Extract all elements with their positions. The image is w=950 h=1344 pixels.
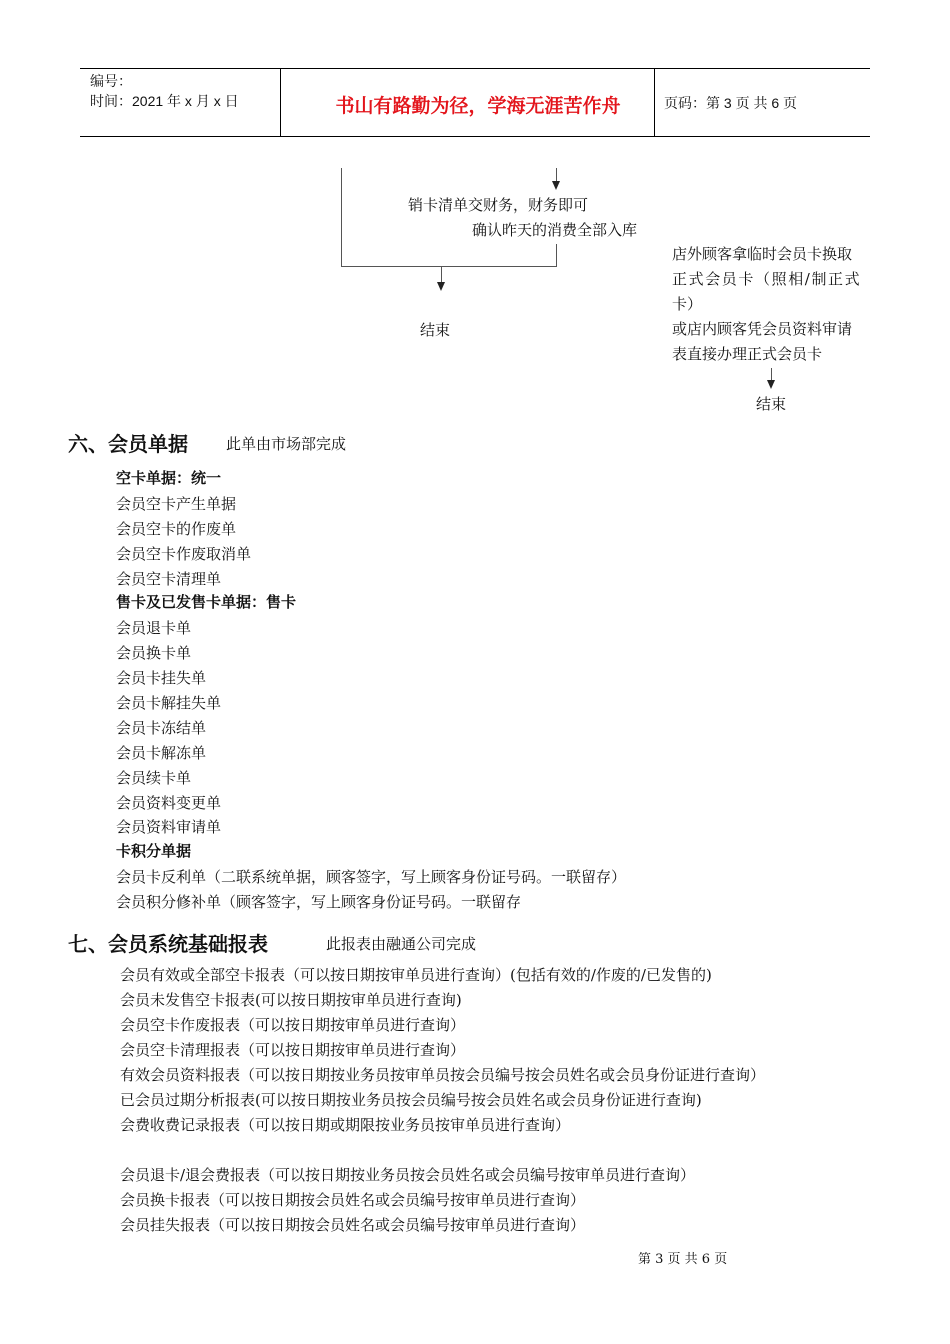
list-item: 会员资料变更单 bbox=[116, 793, 222, 812]
list-item: 会员卡解挂失单 bbox=[116, 694, 222, 713]
list-item: 会员空卡清理单 bbox=[116, 569, 222, 588]
section-6-subheading: 空卡单据：统一 bbox=[116, 470, 222, 487]
list-item: 会员退卡单 bbox=[116, 619, 192, 638]
list-item: 会员换卡报表（可以按日期按会员姓名或会员编号按审单员进行查询） bbox=[120, 1191, 586, 1209]
list-item bbox=[120, 1138, 765, 1163]
section-7-note: 此报表由融通公司完成 bbox=[326, 935, 477, 953]
flow-step-1: 销卡清单交财务，财务即可 bbox=[408, 196, 589, 214]
flow-line-left bbox=[341, 168, 342, 266]
list-item: 会员卡反利单（二联系统单据，顾客签字，写上顾客身份证号码。一联留存） bbox=[116, 868, 627, 887]
list-item: 会员退卡/退会费报表（可以按日期按业务员按会员姓名或会员编号按审单员进行查询） bbox=[120, 1166, 696, 1184]
flow-arrow-down-icon bbox=[552, 181, 560, 190]
section-7-title: 七、会员系统基础报表 bbox=[68, 934, 268, 956]
list-item: 会员空卡清理报表（可以按日期按审单员进行查询） bbox=[120, 1041, 466, 1059]
list-item: 会员未发售空卡报表(可以按日期按审单员进行查询) bbox=[120, 991, 462, 1009]
flow-side-line: 店外顾客拿临时会员卡换取 bbox=[672, 245, 853, 263]
flow-line-side bbox=[771, 368, 772, 380]
flow-end-right: 结束 bbox=[756, 395, 787, 413]
list-item: 有效会员资料报表（可以按日期按业务员按审单员按会员编号按会员姓名或会员身份证进行查询） bbox=[120, 1066, 766, 1084]
header-motto: 书山有路勤为径，学海无涯苦作舟 bbox=[335, 96, 621, 117]
flow-line-right-top bbox=[556, 168, 557, 182]
flow-line-right-bottom bbox=[556, 244, 557, 266]
list-item: 已会员过期分析报表(可以按日期按业务员按会员编号按会员姓名或会员身份证进行查询) bbox=[120, 1091, 702, 1109]
doc-number-label: 编号： bbox=[90, 73, 132, 89]
list-item: 会员挂失报表（可以按日期按会员姓名或会员编号按审单员进行查询） bbox=[120, 1216, 586, 1234]
flow-line-down bbox=[441, 266, 442, 282]
section-6-subheading: 卡积分单据 bbox=[116, 843, 192, 861]
list-item: 会员空卡产生单据 bbox=[116, 494, 237, 513]
section-6-list bbox=[116, 467, 626, 915]
section-7-list bbox=[120, 963, 765, 1238]
list-item: 会员空卡作废报表（可以按日期按审单员进行查询） bbox=[120, 1016, 466, 1034]
list-item: 会员空卡作废取消单 bbox=[116, 544, 252, 563]
list-item: 会员卡冻结单 bbox=[116, 718, 207, 737]
flow-arrow-down-icon bbox=[437, 282, 445, 291]
section-6-subheading: 售卡及已发售卡单据：售卡 bbox=[116, 594, 297, 612]
list-item: 会员换卡单 bbox=[116, 644, 192, 663]
header-divider bbox=[654, 69, 655, 136]
section-6-note: 此单由市场部完成 bbox=[226, 435, 347, 453]
list-item: 会员有效或全部空卡报表（可以按日期按审单员进行查询）(包括有效的/作废的/已发售的) bbox=[120, 966, 712, 984]
list-item: 会员卡解冻单 bbox=[116, 743, 207, 762]
flow-side-line: 正式会员卡（照相/制正式 bbox=[672, 270, 862, 288]
flow-side-line: 或店内顾客凭会员资料审请 bbox=[672, 320, 853, 338]
flow-end-left: 结束 bbox=[420, 321, 451, 339]
flow-side-line: 卡） bbox=[672, 295, 703, 313]
header-meta bbox=[90, 71, 239, 111]
list-item: 会员资料审请单 bbox=[116, 818, 222, 837]
flow-line-join bbox=[341, 266, 557, 267]
flow-side-line: 表直接办理正式会员卡 bbox=[672, 345, 823, 363]
list-item: 会员续卡单 bbox=[116, 768, 192, 787]
header-table bbox=[80, 68, 870, 137]
list-item: 会员卡挂失单 bbox=[116, 669, 207, 688]
footer-page-number: 第 3 页 共 6 页 bbox=[638, 1252, 728, 1267]
header-divider bbox=[280, 69, 281, 136]
flow-step-2: 确认昨天的消费全部入库 bbox=[472, 221, 638, 239]
doc-date-label: 时间：2021 年 x 月 x 日 bbox=[90, 93, 239, 109]
flow-arrow-down-icon bbox=[767, 380, 775, 389]
section-6-title: 六、会员单据 bbox=[68, 434, 188, 456]
header-page-number: 页码：第 3 页 共 6 页 bbox=[664, 95, 798, 111]
list-item: 会费收费记录报表（可以按日期或期限按业务员按审单员进行查询） bbox=[120, 1116, 571, 1134]
list-item: 会员积分修补单（顾客签字，写上顾客身份证号码。一联留存 bbox=[116, 893, 522, 912]
list-item: 会员空卡的作废单 bbox=[116, 519, 237, 538]
